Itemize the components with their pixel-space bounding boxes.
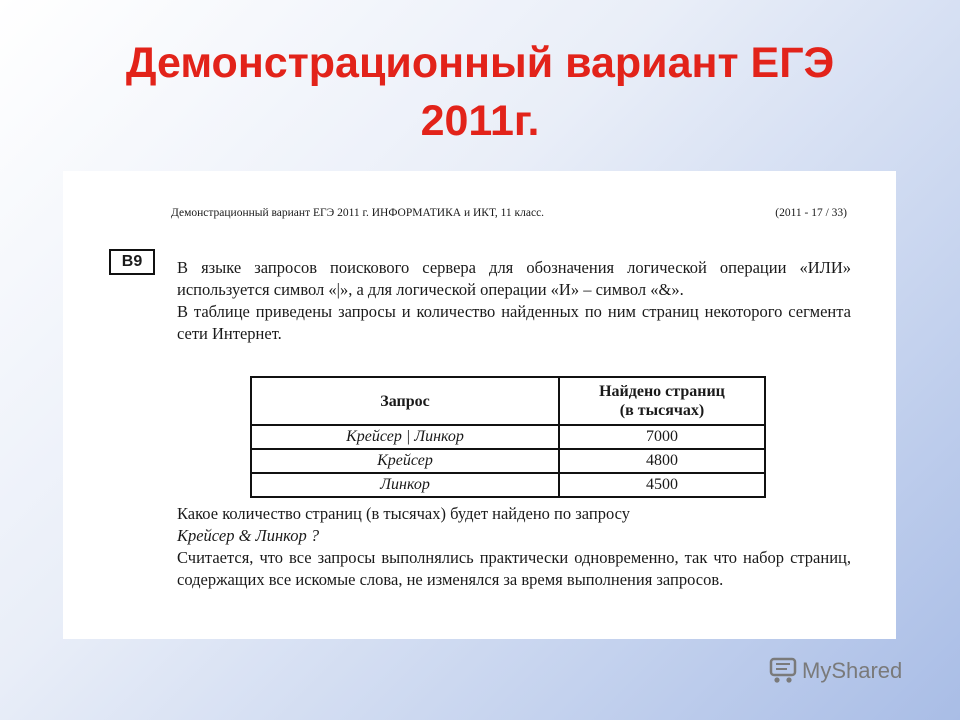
document-header-right: (2011 - 17 / 33)	[775, 207, 847, 219]
query-cell: Крейсер | Линкор	[251, 425, 559, 449]
document-header-left: Демонстрационный вариант ЕГЭ 2011 г. ИНФОРМАТИКА и ИКТ, 11 класс.	[171, 207, 545, 219]
question-line: Какое количество страниц (в тысячах) будет найдено по запросу	[177, 504, 630, 523]
column-header-pages-line1: Найдено страниц	[599, 383, 725, 400]
pages-cell: 4800	[559, 449, 765, 473]
column-header-pages	[559, 377, 765, 425]
cart-icon	[768, 657, 798, 685]
pages-cell: 7000	[559, 425, 765, 449]
slide-title	[60, 34, 900, 150]
query-cell: Крейсер	[251, 449, 559, 473]
slide-title-line1: Демонстрационный вариант ЕГЭ	[125, 39, 835, 87]
question-query: Крейсер & Линкор ?	[177, 526, 320, 545]
column-header-pages-line2: (в тысячах)	[619, 402, 705, 419]
table-row	[251, 425, 765, 449]
task-intro	[177, 257, 851, 345]
task-paragraph-3: Считается, что все запросы выполнялись практически одновременно, так что набор страниц, содержащих все искомые слова, не изменялся за время выполнения запросов.	[177, 548, 851, 589]
myshared-watermark	[768, 657, 902, 685]
table-row	[251, 449, 765, 473]
query-table	[250, 376, 766, 498]
table-header-row	[251, 377, 765, 425]
watermark-text: MyShared	[802, 658, 903, 683]
task-question	[177, 503, 851, 591]
pages-cell: 4500	[559, 473, 765, 497]
slide-title-line2: 2011г.	[420, 97, 540, 145]
task-number-box: В9	[109, 249, 155, 275]
task-paragraph-2: В таблице приведены запросы и количество найденных по ним страниц некоторого сегмента сети Интернет.	[177, 302, 851, 343]
query-cell: Линкор	[251, 473, 559, 497]
exam-document-image	[63, 171, 896, 639]
table-row	[251, 473, 765, 497]
column-header-query: Запрос	[251, 377, 559, 425]
task-paragraph-1: В языке запросов поискового сервера для обозначения логической операции «ИЛИ» используется символ «|», а для логической операции «И» – символ «&».	[177, 258, 851, 299]
document-header	[171, 207, 847, 219]
